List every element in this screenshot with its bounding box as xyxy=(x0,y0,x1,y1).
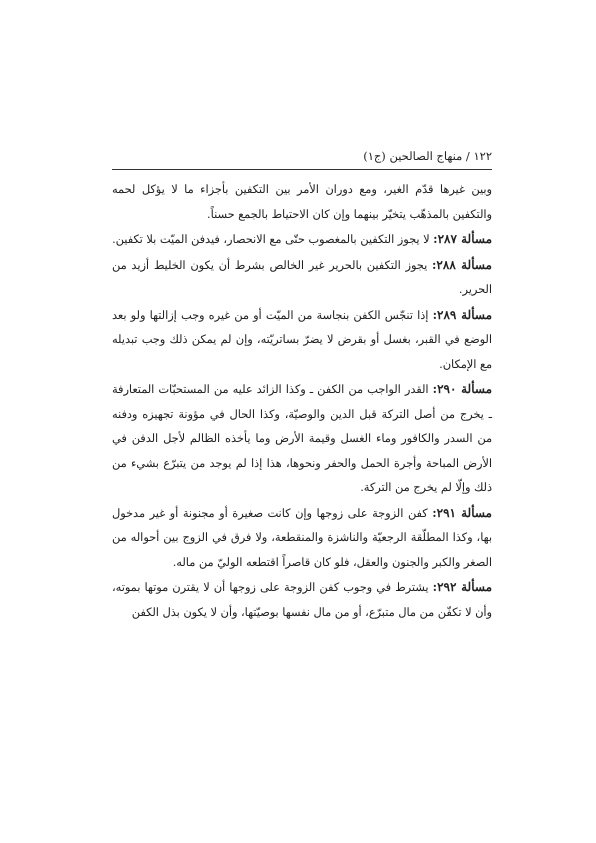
issue-292 xyxy=(112,575,492,625)
issue-text: يجوز التكفين بالحرير غير الخالص بشرط أن يكون الخليط أزيد من الحرير. xyxy=(112,258,492,296)
issue-label: مسألة ٢٩٢: xyxy=(432,580,492,594)
issue-288 xyxy=(112,253,492,303)
issue-287 xyxy=(112,227,492,253)
issue-text: كفن الزوجة على زوجها وإن كانت صغيرة أو مجنونة أو غير مدخول بها، وكذا المطلّقة الرجعيّة والناشزة والمنقطعة، ولا فرق في الزوج بين أحواله من الصغر والكبر والجنون والعقل، فلو كان قاصراً اقتطعه الوليّ من ماله. xyxy=(112,506,492,569)
paragraph-continuation xyxy=(112,178,492,227)
issue-text: لا يجوز التكفين بالمغصوب حتّى مع الانحصار، فيدفن الميّت بلا تكفين. xyxy=(112,233,434,246)
issue-290 xyxy=(112,377,492,501)
issue-291 xyxy=(112,501,492,576)
issue-label: مسألة ٢٩١: xyxy=(432,505,492,520)
issue-text: يشترط في وجوب كفن الزوجة على زوجها أن لا يقترن موتها بموته، وأن لا تكفّن من مال متبرّع، أو من مال نفسها بوصيّتها، وأن لا يكون بذل الكفن xyxy=(112,581,492,619)
page-body xyxy=(112,178,492,625)
issue-label: مسألة ٢٩٠: xyxy=(432,382,492,396)
issue-text: القدر الواجب من الكفن ـ وكذا الزائد عليه من المستحبّات المتعارفة ـ يخرج من أصل التركة قبل الدين والوصيّة، وكذا الحال في مؤونة تجهيزه ودفنه من السدر والكافور وماء الغسل وقيمة الأرض وما يأخذه الظالم لأجل الدفن في الأرض المباحة وأجرة الحمل والحفر ونحوها، هذا إذا لم يوجد من يتبرّع بشيء من ذلك وإلّا لم يخرج من التركة. xyxy=(112,383,492,494)
issue-label: مسألة ٢٨٨: xyxy=(431,257,492,272)
header-divider xyxy=(112,169,492,170)
issue-289 xyxy=(112,303,492,378)
issue-label: مسألة ٢٨٩: xyxy=(432,307,493,322)
issue-text: إذا تنجّس الكفن بنجاسة من الميّت أو من غيره وجب إزالتها ولو بعد الوضع في القبر، بغسل أو بقرض لا يضرّ بساتريّته، وإن لم يمكن ذلك وجب تبديله مع الإمكان. xyxy=(112,308,492,371)
paragraph-text: وبين غيرها قدّم الغير، ومع دوران الأمر بين التكفين بأجزاء ما لا يؤكل لحمه والتكفين بالمذهّب يتخيّر بينهما وإن كان الاحتياط بالجمع حسناً. xyxy=(112,183,492,221)
issue-label: مسألة ٢٨٧: xyxy=(433,232,492,246)
running-header: ١٢٢ / منهاج الصالحين (ج١) xyxy=(363,149,492,163)
